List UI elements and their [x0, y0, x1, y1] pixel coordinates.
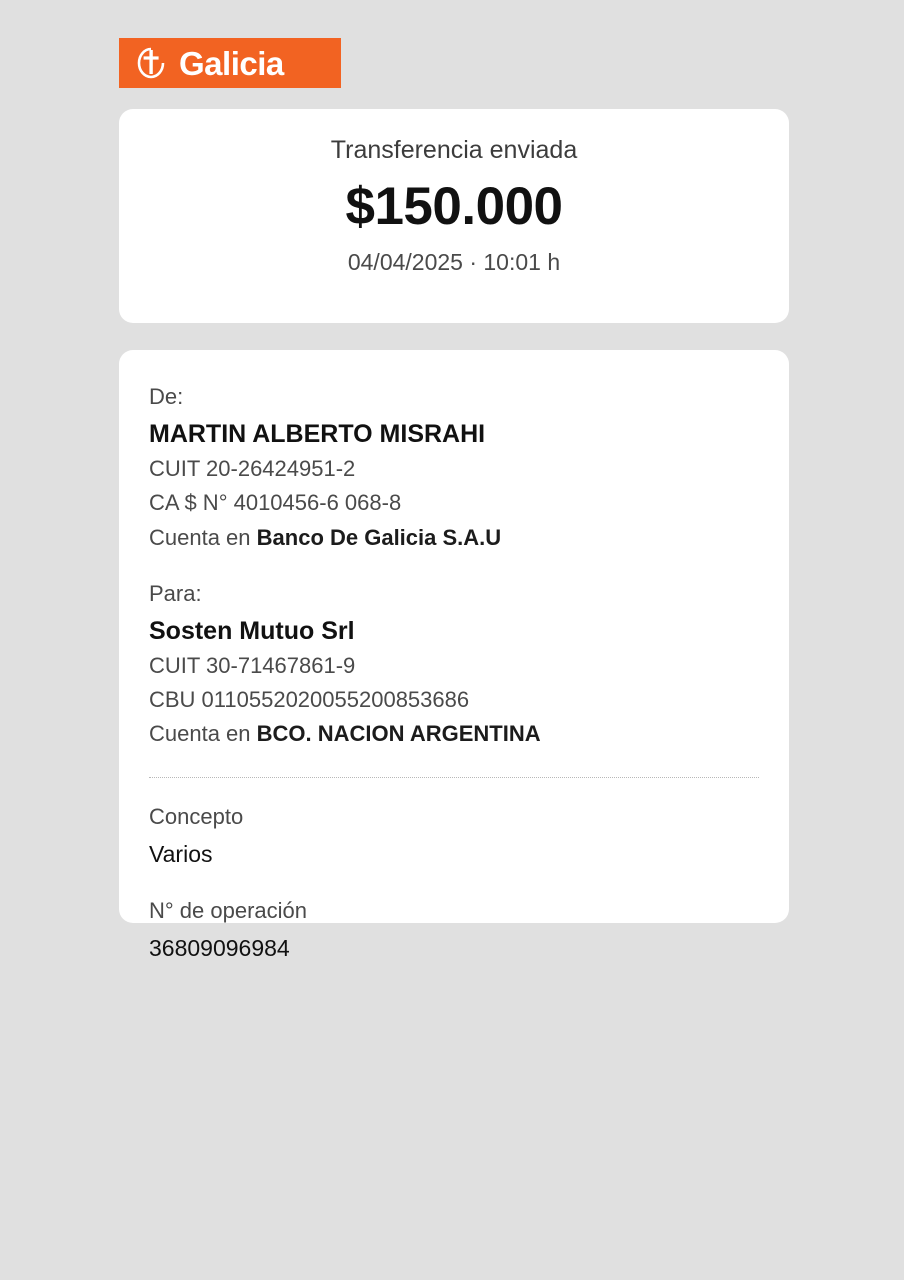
- detail-divider: [149, 777, 759, 778]
- to-name: Sosten Mutuo Srl: [149, 616, 355, 645]
- from-bank-name: Banco De Galicia S.A.U: [256, 524, 502, 550]
- to-bank-name: BCO. NACION ARGENTINA: [256, 721, 541, 747]
- to-bank: [149, 717, 759, 751]
- to-account: CBU 0110552020055200853686: [149, 687, 470, 713]
- transfer-detail-card: [119, 350, 789, 961]
- operation-label: N° de operación: [149, 897, 308, 923]
- summary-title: Transferencia enviada: [330, 136, 578, 164]
- from-bank-prefix: Cuenta en: [149, 524, 257, 550]
- from-label: De:: [149, 384, 184, 409]
- to-bank-prefix: Cuenta en: [149, 721, 257, 747]
- from-account: CA $ N° 4010456-6 068-8: [149, 490, 402, 516]
- to-tax-id: CUIT 30-71467861-9: [149, 652, 356, 678]
- galicia-logo-text: Galicia: [179, 44, 284, 82]
- from-tax-id: CUIT 20-26424951-2: [149, 456, 356, 482]
- summary-amount: $150.000: [345, 177, 563, 236]
- operation-value: 36809096984: [149, 934, 290, 961]
- galicia-logo: [119, 38, 341, 88]
- section-gap: [149, 555, 759, 577]
- from-name: MARTIN ALBERTO MISRAHI: [149, 420, 486, 449]
- transfer-summary-card: [119, 109, 789, 323]
- concept-value: Varios: [149, 841, 213, 868]
- galicia-cross-icon: [133, 44, 171, 82]
- summary-datetime: 04/04/2025 · 10:01 h: [347, 248, 561, 275]
- concept-label: Concepto: [149, 804, 244, 830]
- to-label: Para:: [149, 580, 202, 606]
- from-bank: [149, 521, 759, 555]
